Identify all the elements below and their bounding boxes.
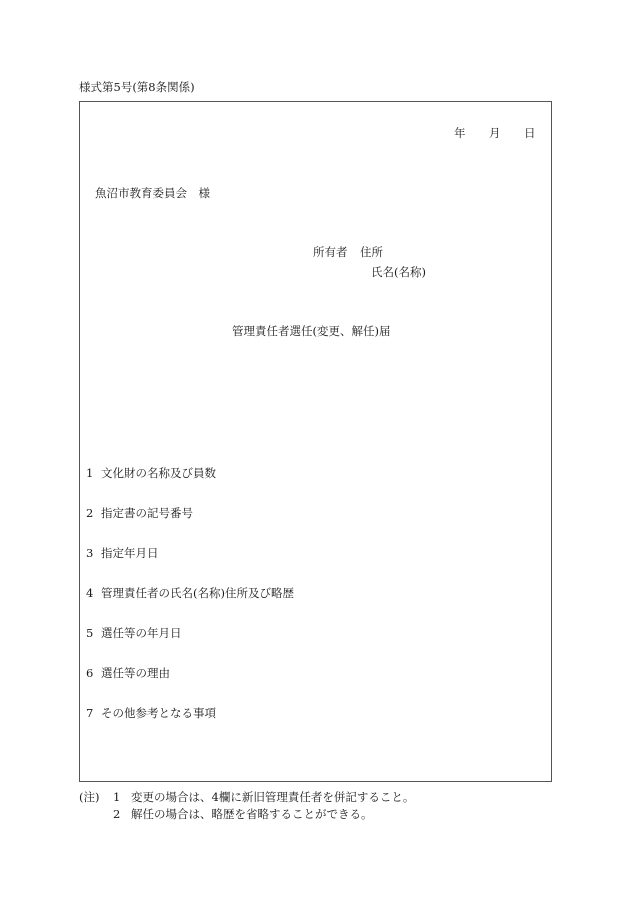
item-text: 管理責任者の氏名(名称)住所及び略歴 [101, 586, 294, 600]
item-number: 4 [86, 586, 94, 600]
form-number-label: 様式第5号(第8条関係) [79, 80, 195, 94]
note-text: 解任の場合は、略歴を省略することができる。 [131, 807, 373, 821]
item-text: その他参考となる事項 [101, 706, 216, 720]
owner-address-label: 住所 [360, 245, 383, 259]
item-number: 5 [86, 626, 94, 640]
note-text: 変更の場合は、4欄に新旧管理責任者を併記すること。 [131, 790, 415, 804]
item-text: 指定年月日 [101, 546, 159, 560]
item-number: 1 [86, 466, 94, 480]
owner-name-label: 氏名(名称) [371, 265, 426, 279]
date-day-label: 日 [524, 126, 536, 140]
item-text: 選任等の理由 [101, 666, 170, 680]
item-number: 2 [86, 506, 94, 520]
document-title: 管理責任者選任(変更、解任)届 [232, 324, 391, 338]
date-year-label: 年 [454, 126, 466, 140]
item-number: 7 [86, 706, 94, 720]
item-number: 6 [86, 666, 94, 680]
notes-prefix: (注) [79, 790, 100, 804]
date-month-label: 月 [489, 126, 501, 140]
item-text: 選任等の年月日 [101, 626, 182, 640]
item-number: 3 [86, 546, 94, 560]
item-text: 文化財の名称及び員数 [101, 466, 216, 480]
addressee: 魚沼市教育委員会 様 [95, 186, 210, 200]
note-number: 2 [113, 807, 121, 821]
owner-label: 所有者 [313, 245, 348, 259]
item-text: 指定書の記号番号 [101, 506, 193, 520]
note-number: 1 [113, 790, 121, 804]
